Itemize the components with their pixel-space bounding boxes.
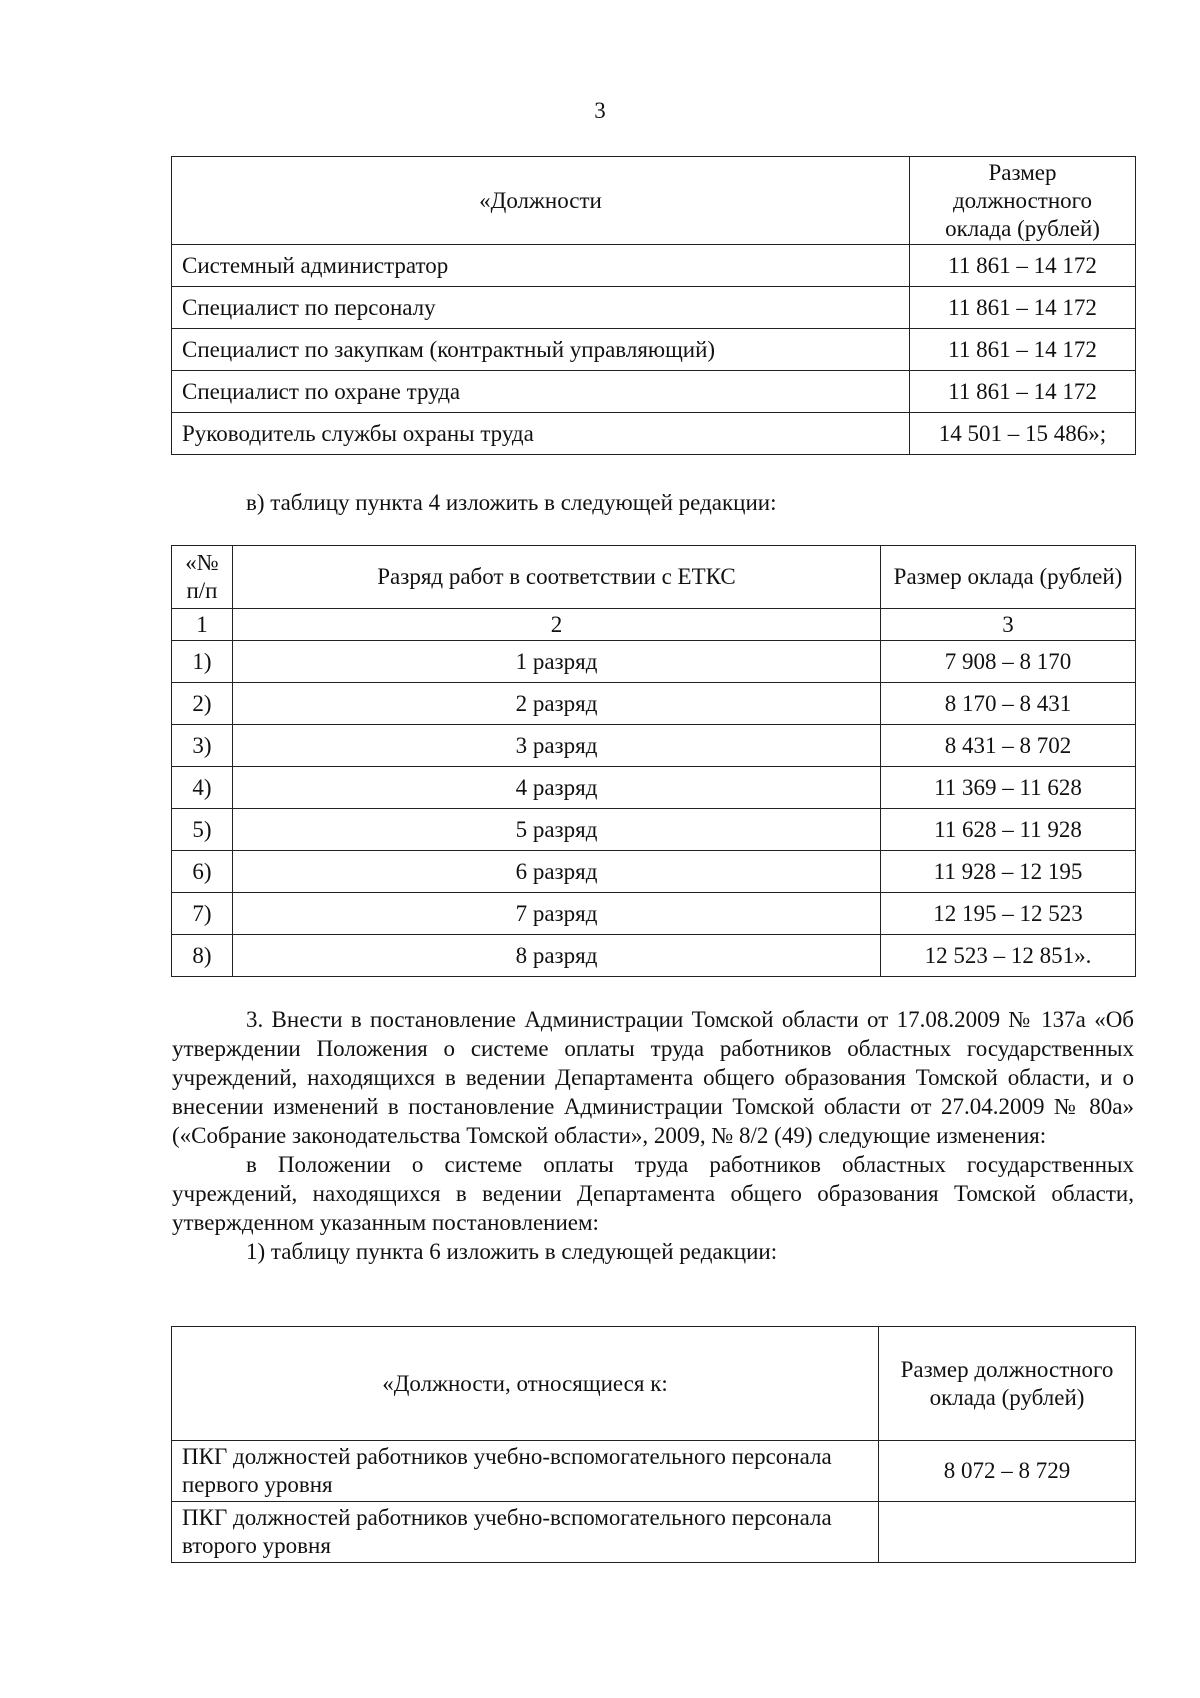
table-row xyxy=(172,935,1136,977)
paragraph-v: в) таблицу пункта 4 изложить в следующей редакции: xyxy=(246,490,777,515)
cell: 3 xyxy=(881,609,1136,641)
cell: 2 xyxy=(233,609,881,641)
cell: 1 разряд xyxy=(233,641,881,683)
grades-table xyxy=(171,545,1136,977)
header-position: «Должности xyxy=(172,157,910,245)
cell: 4 разряд xyxy=(233,767,881,809)
header-salary: Размер должностного оклада (рублей) xyxy=(910,157,1136,245)
cell: 6 разряд xyxy=(233,851,881,893)
header-position: «Должности, относящиеся к: xyxy=(172,1327,879,1441)
cell: 11 928 – 12 195 xyxy=(881,851,1136,893)
table-row xyxy=(172,809,1136,851)
cell: Системный администратор xyxy=(172,245,910,287)
table-row xyxy=(172,329,1136,371)
table-row xyxy=(172,413,1136,455)
page-number: 3 xyxy=(594,98,606,123)
cell: Руководитель службы охраны труда xyxy=(172,413,910,455)
cell: 8 170 – 8 431 xyxy=(881,683,1136,725)
table-row xyxy=(172,893,1136,935)
cell: 12 523 – 12 851». xyxy=(881,935,1136,977)
cell: 1 xyxy=(172,609,233,641)
table-row xyxy=(172,683,1136,725)
table-row xyxy=(172,767,1136,809)
cell: 7) xyxy=(172,893,233,935)
cell: Специалист по персоналу xyxy=(172,287,910,329)
header-number: «№ п/п xyxy=(172,546,233,609)
positions-table xyxy=(171,156,1136,455)
cell: 8 разряд xyxy=(233,935,881,977)
cell: 12 195 – 12 523 xyxy=(881,893,1136,935)
cell: 14 501 – 15 486»; xyxy=(910,413,1136,455)
cell: 1) xyxy=(172,641,233,683)
paragraph-3 xyxy=(172,1005,1134,1266)
paragraph-3-text: 3. Внести в постановление Администрации Томской области от 17.08.2009 № 137а «Об утверждении Положения о системе оплаты труда работников областных государственных учреждений, находящихся в ведении Департамента общего образования Томской области, и о внесении изменений в постановление Администрации Томской области от 27.04.2009 № 80а» («Собрание законодательства Томской области», 2009, № 8/2 (49) следующие изменения: xyxy=(172,1007,1134,1148)
cell: 7 разряд xyxy=(233,893,881,935)
table-row xyxy=(172,851,1136,893)
table-row xyxy=(172,1502,1136,1563)
cell: 6) xyxy=(172,851,233,893)
positions-groups-table xyxy=(171,1326,1136,1563)
cell: 2 разряд xyxy=(233,683,881,725)
cell: ПКГ должностей работников учебно-вспомогательного персонала второго уровня xyxy=(172,1502,879,1563)
cell: Специалист по закупкам (контрактный управляющий) xyxy=(172,329,910,371)
cell: 5) xyxy=(172,809,233,851)
cell xyxy=(879,1502,1136,1563)
cell: 11 861 – 14 172 xyxy=(910,329,1136,371)
table-row xyxy=(172,725,1136,767)
table-row xyxy=(172,287,1136,329)
cell: 8 072 – 8 729 xyxy=(879,1441,1136,1502)
cell: ПКГ должностей работников учебно-вспомогательного персонала первого уровня xyxy=(172,1441,879,1502)
cell: 11 861 – 14 172 xyxy=(910,245,1136,287)
cell: 11 861 – 14 172 xyxy=(910,371,1136,413)
table-row xyxy=(172,245,1136,287)
paragraph-4-text: в Положении о системе оплаты труда работников областных государственных учреждений, находящихся в ведении Департамента общего образования Томской области, утвержденном указанным постановлением: xyxy=(172,1152,1134,1235)
header-salary: Размер оклада (рублей) xyxy=(881,546,1136,609)
paragraph-5-text: 1) таблицу пункта 6 изложить в следующей редакции: xyxy=(246,1239,778,1264)
table-row xyxy=(172,1441,1136,1502)
cell: 2) xyxy=(172,683,233,725)
table-row xyxy=(172,371,1136,413)
cell: 11 369 – 11 628 xyxy=(881,767,1136,809)
cell: 7 908 – 8 170 xyxy=(881,641,1136,683)
cell: 5 разряд xyxy=(233,809,881,851)
cell: 3 разряд xyxy=(233,725,881,767)
table-row xyxy=(172,641,1136,683)
cell: 8 431 – 8 702 xyxy=(881,725,1136,767)
cell: Специалист по охране труда xyxy=(172,371,910,413)
header-grade: Разряд работ в соответствии с ЕТКС xyxy=(233,546,881,609)
header-salary: Размер должностного оклада (рублей) xyxy=(879,1327,1136,1441)
cell: 11 861 – 14 172 xyxy=(910,287,1136,329)
cell: 11 628 – 11 928 xyxy=(881,809,1136,851)
cell: 8) xyxy=(172,935,233,977)
cell: 3) xyxy=(172,725,233,767)
cell: 4) xyxy=(172,767,233,809)
